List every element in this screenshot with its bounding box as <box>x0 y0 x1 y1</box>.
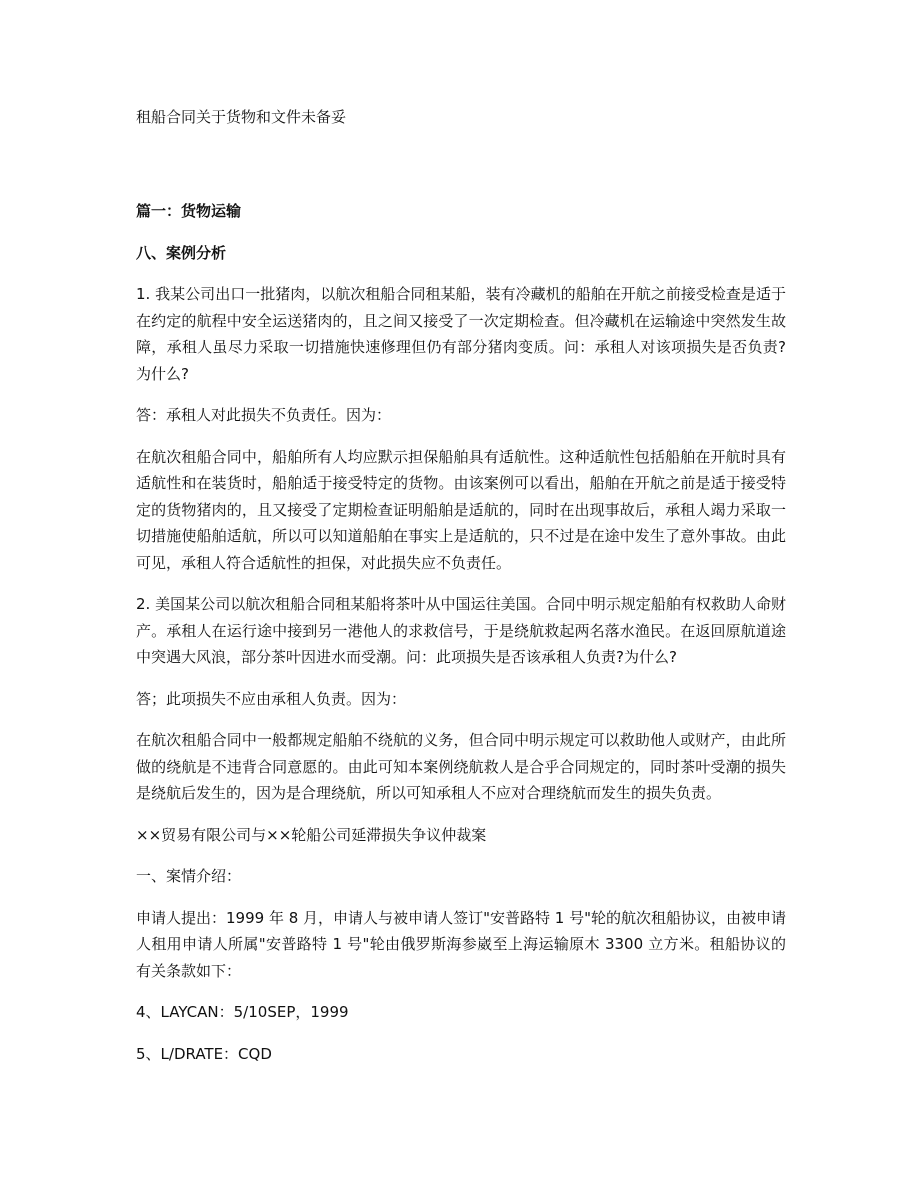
case-two-question: 2. 美国某公司以航次租船合同租某船将茶叶从中国运往美国。合同中明示规定船舶有权救助人命财产。承租人在运行途中接到另一港他人的求救信号，于是绕航救起两名落水渔民。在返回原航道途中突遇大风浪，部分茶叶因进水而受潮。问：此项损失是否该承租人负责?为什么? <box>136 595 786 666</box>
case-two-answer-intro: 答；此项损失不应由承租人负责。因为： <box>136 689 407 708</box>
section-heading: 篇一：货物运输 <box>136 202 242 220</box>
case-one-answer-body: 在航次租船合同中，船舶所有人均应默示担保船舶具有适航性。这种适航性包括船舶在开航时具有适航性和在装货时，船舶适于接受特定的货物。由该案例可以看出，船舶在开航之前是适于接受特定的货物猪肉的，且又接受了定期检查证明船舶是适航的，同时在出现事故后，承租人竭力采取一切措施使船舶适航，所以可以知道船舶在事实上是适航的，只不过是在途中发生了意外事故。由此可见，承租人符合适航性的担保，对此损失应不负责任。 <box>136 447 786 572</box>
case-one-question: 1. 我某公司出口一批猪肉，以航次租船合同租某船，装有冷藏机的船舶在开航之前接受检查是适于在约定的航程中安全运送猪肉的，且之间又接受了一次定期检查。但冷藏机在运输途中突然发生故障，承租人虽尽力采取一切措施快速修理但仍有部分猪肉变质。问：承租人对该项损失是否负责?为什么? <box>136 285 786 383</box>
clause-laycan: 4、LAYCAN：5/10SEP，1999 <box>136 1003 349 1021</box>
case-intro-heading: 一、案情介绍： <box>136 867 242 885</box>
applicant-statement: 申请人提出：1999 年 8 月，申请人与被申请人签订"安普路特 1 号"轮的航次租船协议，由被申请人租用申请人所属"安普路特 1 号"轮由俄罗斯海参崴至上海运输原木 3300 立方米。租船协议的有关条款如下： <box>136 908 786 980</box>
subsection-heading: 八、案例分析 <box>136 243 227 262</box>
case-one-answer-intro: 答：承租人对此损失不负责任。因为： <box>136 406 392 424</box>
document-title: 租船合同关于货物和文件未备妥 <box>136 108 347 126</box>
case-two-answer-body: 在航次租船合同中一般都规定船舶不绕航的义务，但合同中明示规定可以救助他人或财产，由此所做的绕航是不违背合同意愿的。由此可知本案例绕航救人是合乎合同规定的，同时茶叶受潮的损失是绕航后发生的，因为是合理绕航，所以可知承租人不应对合理绕航而发生的损失负责。 <box>136 731 786 802</box>
clause-ldrate: 5、L/DRATE：CQD <box>136 1044 272 1063</box>
document-page <box>136 104 786 1082</box>
arbitration-case-title: ××贸易有限公司与××轮船公司延滞损失争议仲裁案 <box>136 825 487 844</box>
